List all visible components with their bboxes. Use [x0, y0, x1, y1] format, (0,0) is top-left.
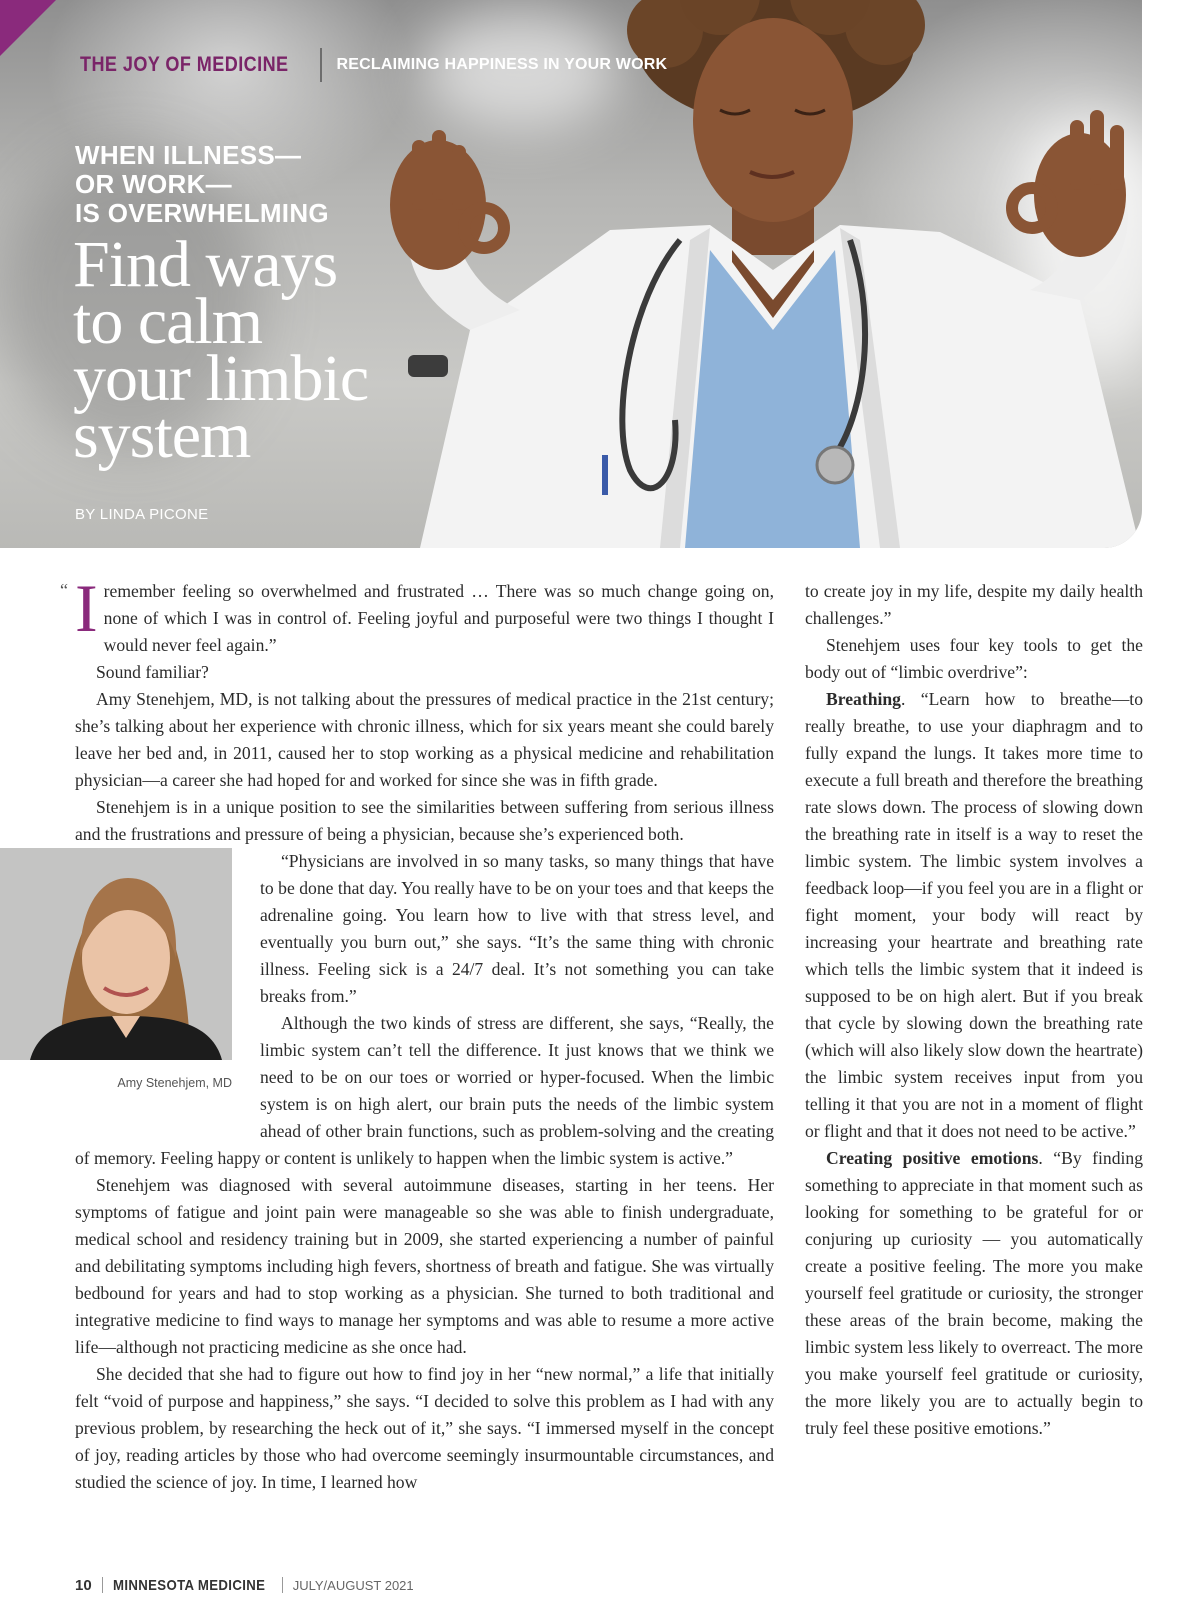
paragraph: Although the two kinds of stress are different, she says, “Really, the limbic system can’t tell the difference. It just knows that we think we need to be on our toes or worried or hyper-focused. When the limbic system is on high alert, our brain puts the needs of the limbic system ahead of other brain functions, such as problem-solving and the creating of memory. Feeling happy or content is unlikely to happen when the limbic system is active.” [75, 1013, 774, 1168]
kicker-line: WHEN ILLNESS— [75, 140, 302, 170]
headline-line: your limbic [73, 342, 369, 415]
paragraph: Stenehjem is in a unique position to see the similarities between suffering from serious illness and the frustrations and pressure of being a physician, because she’s experienced both. [75, 797, 774, 844]
author-photo-figure [0, 848, 240, 1124]
photo-caption: Amy Stenehjem, MD [117, 1076, 232, 1090]
paragraph [805, 1145, 1143, 1442]
article-column-left [75, 570, 774, 1496]
kicker-line: OR WORK— [75, 169, 232, 199]
subhead-positive-emotions: Creating positive emotions [826, 1148, 1039, 1168]
page-number: 10 [75, 1576, 92, 1594]
paragraph: She decided that she had to figure out how to find joy in her “new normal,” a life that initially felt “void of purpose and happiness,” she says. “I decided to solve this problem as I had with any previous problem, by researching the heck out of it,” she says. “I immersed myself in the concept of joy, reading articles by those who had overcome seemingly insurmountable circumstances, and studied the science of joy. In time, I learned how [75, 1364, 774, 1492]
corner-accent [0, 0, 56, 56]
byline: BY LINDA PICONE [75, 506, 209, 523]
footer-divider [282, 1577, 283, 1593]
section-name: THE JOY OF MEDICINE [80, 53, 289, 76]
subhead-breathing: Breathing [826, 689, 901, 709]
paragraph-text: remember feeling so overwhelmed and frustrated … There was so much change going on, none of which I was in control of. Feeling joyful and purposeful were two things I thought I would never feel again.” [103, 581, 774, 655]
footer-divider [102, 1577, 103, 1593]
paragraph: Stenehjem was diagnosed with several autoimmune diseases, starting in her teens. Her symptoms of fatigue and joint pain were manageable so she was able to finish undergraduate, medical school and residency training but in 2009, she started experiencing a number of painful and debilitating symptoms including high fevers, shortness of breath and fatigue. She was virtually bedbound for years and had to stop working as a physician. She turned to both traditional and integrative medicine to find ways to manage her symptoms and was able to resume a more active life—although not practicing medicine as she once had. [75, 1175, 774, 1357]
section-divider [320, 48, 322, 82]
open-quote-mark: “ [60, 580, 68, 600]
drop-cap: I [75, 570, 98, 646]
section-header [80, 48, 667, 82]
section-tagline: RECLAIMING HAPPINESS IN YOUR WORK [336, 56, 668, 73]
magazine-name: MINNESOTA MEDICINE [112, 1576, 265, 1594]
paragraph: Sound familiar? [96, 662, 209, 682]
portrait-photo [0, 848, 232, 1060]
paragraph: “Physicians are involved in so many tasks, so many things that have to be done that day. You really have to be on your toes and that keeps the adrenaline going. You learn how to live with that stress level, and eventually you burn out,” she says. “It’s the same thing with chronic illness. Feeling sick is a 24/7 deal. It’s not something you can take breaks from.” [260, 851, 774, 1006]
hero-banner [0, 0, 1142, 548]
doctor-meditating-image [380, 0, 1142, 548]
paragraph: to create joy in my life, despite my daily health challenges.” [805, 581, 1143, 628]
paragraph: Stenehjem uses four key tools to get the body out of “limbic overdrive”: [805, 635, 1143, 682]
article-column-right [805, 578, 1143, 1442]
paragraph [805, 686, 1143, 1145]
article-kicker [75, 141, 415, 228]
article-headline [73, 228, 493, 472]
issue-date: JULY/AUGUST 2021 [292, 1577, 414, 1593]
headline-line: Find ways [73, 228, 338, 301]
paragraph-text: . “By finding something to appreciate in that moment such as looking for something to be grateful for or conjuring up curiosity — you automatically create a positive feeling. The more you make yourself feel gratitude or curiosity, the stronger these areas of the brain become, making the limbic system less likely to overreact. The more you make yourself feel gratitude or curiosity, the more likely you are to actually begin to truly feel these positive emotions.” [805, 1148, 1143, 1438]
page-footer [75, 1573, 414, 1597]
kicker-line: IS OVERWHELMING [75, 198, 329, 228]
paragraph: Amy Stenehjem, MD, is not talking about the pressures of medical practice in the 21st century; she’s talking about her experience with chronic illness, which for six years meant she could barely leave her bed and, in 2011, caused her to stop working as a physical medicine and rehabilitation physician—a career she had hoped for and worked for since she was in fifth grade. [75, 689, 774, 790]
paragraph-text: . “Learn how to breathe—to really breathe, to use your diaphragm and to fully expand the lungs. It takes more time to execute a full breath and therefore the breathing rate slows down. The process of slowing down the breathing rate in itself is a way to reset the limbic system. The limbic system involves a feedback loop—if you feel you are in a flight or fight moment, your body will react by increasing your heartrate and breathing rate which tells the limbic system that it indeed is supposed to be on high alert. But if you break that cycle by slowing down the breathing rate (which will also likely slow down the heartrate) the limbic system receives input from you telling it that you are not in a moment of flight or flight and that it does not need to be active.” [805, 689, 1143, 1141]
paragraph [75, 570, 774, 659]
headline-line: to calm [73, 285, 263, 358]
headline-line: system [73, 399, 251, 472]
